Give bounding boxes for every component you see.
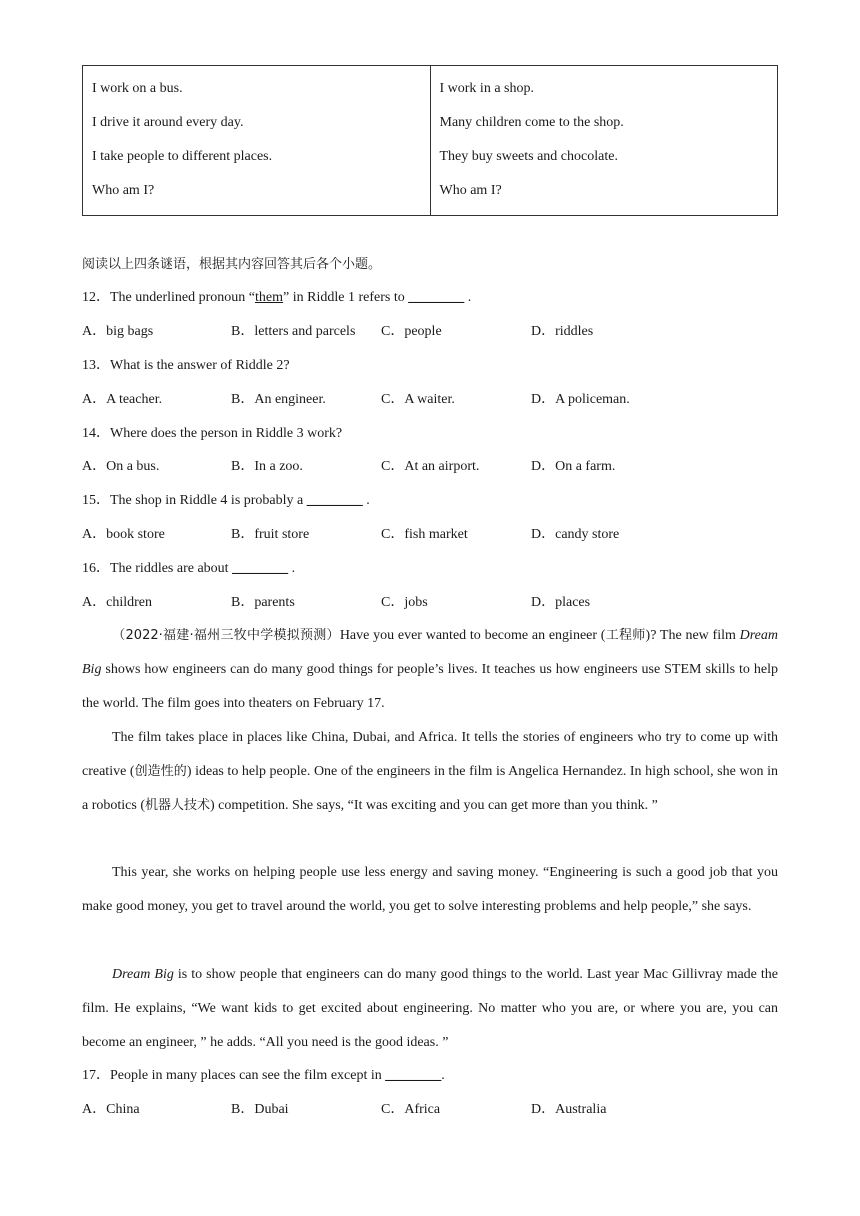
paragraph-text: is to show people that engineers can do many good things to the world. Last year Mac Gillivray made the film. He explains, “We want kids to get excited about engineering. No matter who you are, or where you are, you can become an engineer, ” he adds. “All you need is the good ideas. ” <box>82 967 779 1050</box>
paragraph-text: The film takes place in places like China, Dubai, and Africa. It tells the stories of engineers who try to come up with creative ( <box>82 730 778 779</box>
option-c: C．jobs <box>381 595 428 610</box>
passage-paragraph-2 <box>82 721 778 823</box>
option-b: B．fruit store <box>231 527 310 542</box>
riddle-line: I drive it around every day. <box>92 115 244 130</box>
option-a: A．A teacher. <box>82 392 163 407</box>
question-13 <box>82 356 290 376</box>
question-text: The underlined pronoun “ <box>110 290 256 305</box>
option-a: A．China <box>82 1102 140 1117</box>
film-title: Dream Big <box>82 628 778 677</box>
option-a: A．book store <box>82 527 165 542</box>
options-14 <box>82 457 782 477</box>
option-d: D．riddles <box>531 324 594 339</box>
question-number: 13． <box>82 358 110 373</box>
option-b: B．parents <box>231 595 295 610</box>
answer-blank: ________ <box>306 493 363 508</box>
riddle-cell-right <box>430 66 778 216</box>
paragraph-text: This year, she works on helping people use less energy and saving money. “Engineering is such a good job that you make good money, you get to travel around the world, you get to solve interesting problems and help people,” she says. <box>82 865 778 914</box>
option-a: A．big bags <box>82 324 154 339</box>
question-text: . <box>441 1068 445 1083</box>
riddle-line: Who am I? <box>92 183 155 198</box>
option-a: A．On a bus. <box>82 459 160 474</box>
option-c: C．A waiter. <box>381 392 455 407</box>
answer-blank: ________ <box>408 290 465 305</box>
question-text: People in many places can see the film except in <box>110 1068 386 1083</box>
question-text: The shop in Riddle 4 is probably a <box>110 493 307 508</box>
option-d: D．On a farm. <box>531 459 616 474</box>
question-text: ” in Riddle 1 refers to <box>283 290 409 305</box>
options-12 <box>82 322 782 342</box>
option-c: C．fish market <box>381 527 468 542</box>
option-d: D．A policeman. <box>531 392 630 407</box>
paragraph-text: ) competition. She says, “It was exciting and you can get more than you think. ” <box>210 798 658 813</box>
passage-paragraph-3 <box>82 856 778 924</box>
answer-blank: ________ <box>385 1068 442 1083</box>
option-d: D．Australia <box>531 1102 607 1117</box>
chinese-gloss: 机器人技术 <box>144 798 210 813</box>
question-number: 16． <box>82 561 110 576</box>
options-17 <box>82 1100 782 1120</box>
question-16 <box>82 559 295 579</box>
riddle-line: I take people to different places. <box>92 149 273 164</box>
question-number: 12． <box>82 290 110 305</box>
question-text: The riddles are about <box>110 561 233 576</box>
question-text: . <box>464 290 472 305</box>
riddle-line: Who am I? <box>439 183 502 198</box>
question-text: . <box>288 561 296 576</box>
passage-paragraph-4 <box>82 958 778 1060</box>
question-number: 14． <box>82 426 110 441</box>
option-d: D．places <box>531 595 591 610</box>
riddle-line: I work on a bus. <box>92 81 183 96</box>
options-15 <box>82 525 782 545</box>
riddle-cell-left <box>83 66 431 216</box>
question-text: Where does the person in Riddle 3 work? <box>110 426 343 441</box>
option-b: B．In a zoo. <box>231 459 303 474</box>
instruction-text: 阅读以上四条谜语，根据其内容回答其后各个小题。 <box>82 257 382 272</box>
answer-blank: ________ <box>232 561 289 576</box>
riddle-line: I work in a shop. <box>439 81 534 96</box>
underlined-word: them <box>255 290 284 305</box>
option-b: B．letters and parcels <box>231 324 356 339</box>
question-text: What is the answer of Riddle 2? <box>110 358 290 373</box>
riddle-line: Many children come to the shop. <box>439 115 624 130</box>
question-number: 17． <box>82 1068 110 1083</box>
options-13 <box>82 390 782 410</box>
paragraph-text: )? The new film <box>645 628 740 643</box>
source-label: （2022·福建·福州三牧中学模拟预测） <box>112 628 340 643</box>
option-c: C．At an airport. <box>381 459 480 474</box>
question-text: . <box>362 493 370 508</box>
paragraph-text: Have you ever wanted to become an engineer ( <box>339 628 606 643</box>
question-17 <box>82 1066 445 1086</box>
paragraph-text: ) ideas to help people. One of the engineers in the film is Angelica Hernandez. In high school, she won in a robotics ( <box>82 764 778 813</box>
riddle-table <box>82 65 778 216</box>
question-15 <box>82 491 370 511</box>
option-c: C．Africa <box>381 1102 441 1117</box>
passage-paragraph-1 <box>82 619 778 721</box>
chinese-gloss: 工程师 <box>605 628 646 643</box>
film-title: Dream Big <box>112 967 174 982</box>
option-d: D．candy store <box>531 527 620 542</box>
option-b: B．Dubai <box>231 1102 289 1117</box>
question-number: 15． <box>82 493 110 508</box>
paragraph-text: shows how engineers can do many good things for people’s lives. It teaches us how engineers use STEM skills to help the world. The film goes into theaters on February 17. <box>82 662 778 711</box>
question-14 <box>82 424 342 444</box>
options-16 <box>82 593 782 613</box>
chinese-gloss: 创造性的 <box>134 764 187 779</box>
riddle-line: They buy sweets and chocolate. <box>439 149 618 164</box>
option-b: B．An engineer. <box>231 392 326 407</box>
option-c: C．people <box>381 324 442 339</box>
option-a: A．children <box>82 595 152 610</box>
question-12 <box>82 288 471 308</box>
